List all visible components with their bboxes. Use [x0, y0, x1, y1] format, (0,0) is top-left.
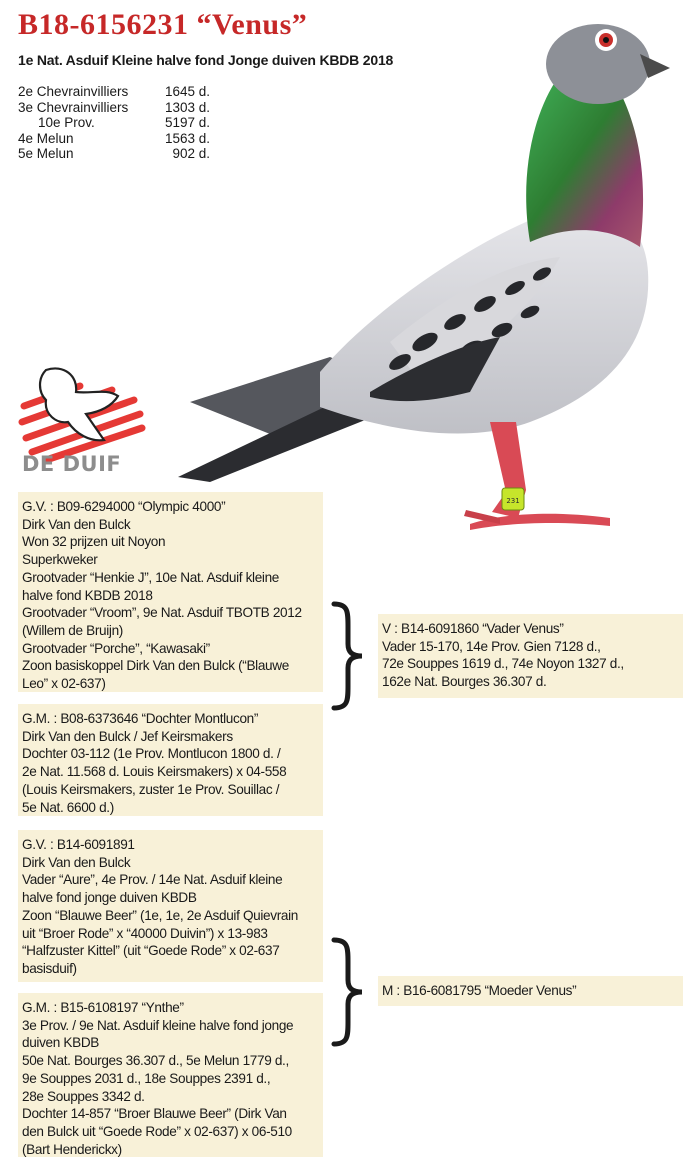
pedigree-line: Leo” x 02-637): [22, 676, 106, 692]
result-place: 2e Chevrainvilliers: [18, 84, 129, 99]
result-count: 5197 d.: [164, 115, 210, 131]
pedigree-line: 50e Nat. Bourges 36.307 d., 5e Melun 1779 d.,: [22, 1053, 289, 1069]
pedigree-line: 72e Souppes 1619 d., 74e Noyon 1327 d.,: [382, 656, 624, 672]
result-count: 1303 d.: [164, 99, 210, 115]
pedigree-line: Dirk Van den Bulck: [22, 854, 131, 870]
father-box: [378, 614, 683, 698]
pedigree-line: Zoon “Blauwe Beer” (1e, 1e, 2e Asduif Quievrain: [22, 907, 298, 923]
result-place: 3e Chevrainvilliers: [18, 99, 129, 115]
result-place: 5e Melun: [18, 146, 74, 162]
pedigree-line: den Bulck uit “Goede Rode” x 02-637) x 06-510: [22, 1123, 292, 1139]
result-count: 902 d.: [172, 146, 210, 162]
brace-icon: [328, 600, 366, 712]
result-place: 10e Prov.: [38, 115, 95, 131]
grandmother-paternal-box: [18, 704, 323, 816]
pedigree-line: Dochter 14-857 “Broer Blauwe Beer” (Dirk Van: [22, 1106, 287, 1122]
pedigree-line: (Willem de Bruijn): [22, 622, 123, 638]
pedigree-line: Grootvader “Porche”, “Kawasaki”: [22, 640, 210, 656]
grandfather-paternal-box: [18, 492, 323, 692]
pedigree-line: G.M. : B15-6108197 “Ynthe”: [22, 1000, 184, 1015]
pedigree-line: Dochter 03-112 (1e Prov. Montlucon 1800 d. /: [22, 746, 281, 762]
pedigree-line: 5e Nat. 6600 d.): [22, 799, 114, 815]
pedigree-line: 28e Souppes 3342 d.: [22, 1088, 145, 1104]
pedigree-line: M : B16-6081795 “Moeder Venus”: [382, 983, 577, 998]
ring-text: 231: [506, 497, 520, 505]
pigeon-subtitle: 1e Nat. Asduif Kleine halve fond Jonge duiven KBDB 2018: [18, 52, 394, 68]
pedigree-line: Zoon basiskoppel Dirk Van den Bulck (“Blauwe: [22, 658, 289, 674]
pedigree-line: 2e Nat. 11.568 d. Louis Keirsmakers) x 04-558: [22, 764, 287, 780]
pedigree-line: Vader 15-170, 14e Prov. Gien 7128 d.,: [382, 638, 601, 654]
grandfather-maternal-box: [18, 830, 323, 982]
pedigree-line: Dirk Van den Bulck: [22, 516, 131, 532]
pigeon-title: B18-6156231 “Venus”: [18, 8, 308, 41]
pedigree-line: uit “Broer Rode” x “40000 Duivin”) x 13-983: [22, 925, 268, 941]
pedigree-line: Superkweker: [22, 552, 98, 568]
pedigree-line: V : B14-6091860 “Vader Venus”: [382, 621, 564, 636]
pedigree-line: (Louis Keirsmakers, zuster 1e Prov. Souillac /: [22, 781, 280, 797]
pedigree-line: “Halfzuster Kittel” (uit “Goede Rode” x 02-637: [22, 943, 280, 959]
pedigree-line: halve fond KBDB 2018: [22, 587, 153, 603]
pedigree-line: (Bart Henderickx): [22, 1141, 122, 1157]
pigeon-neck: [526, 82, 643, 247]
pigeon-photo: [170, 12, 690, 542]
pedigree-line: 162e Nat. Bourges 36.307 d.: [382, 674, 547, 690]
pedigree-line: G.V. : B09-6294000 “Olympic 4000”: [22, 499, 226, 514]
grandmother-maternal-box: [18, 993, 323, 1157]
pedigree-line: Vader “Aure”, 4e Prov. / 14e Nat. Asduif kleine: [22, 872, 283, 888]
pedigree-line: G.V. : B14-6091891: [22, 837, 135, 852]
logo-text: DE DUIF: [22, 452, 122, 476]
mother-box: [378, 976, 683, 1006]
pedigree-line: Grootvader “Henkie J”, 10e Nat. Asduif kleine: [22, 569, 280, 585]
pedigree-line: Dirk Van den Bulck / Jef Keirsmakers: [22, 728, 233, 744]
result-count: 1563 d.: [164, 130, 210, 146]
pedigree-line: Grootvader “Vroom”, 9e Nat. Asduif TBOTB 2012: [22, 605, 302, 621]
pedigree-line: duiven KBDB: [22, 1035, 100, 1051]
pedigree-line: Won 32 prijzen uit Noyon: [22, 534, 166, 550]
pedigree-line: 9e Souppes 2031 d., 18e Souppes 2391 d.,: [22, 1070, 271, 1086]
pedigree-line: halve fond jonge duiven KBDB: [22, 890, 197, 906]
brace-icon: [328, 936, 366, 1048]
pedigree-line: 3e Prov. / 9e Nat. Asduif kleine halve fond jonge: [22, 1017, 294, 1033]
result-place: 4e Melun: [18, 130, 74, 146]
pedigree-line: basisduif): [22, 960, 77, 976]
pedigree-line: G.M. : B08-6373646 “Dochter Montlucon”: [22, 711, 259, 726]
result-count: 1645 d.: [164, 84, 210, 99]
